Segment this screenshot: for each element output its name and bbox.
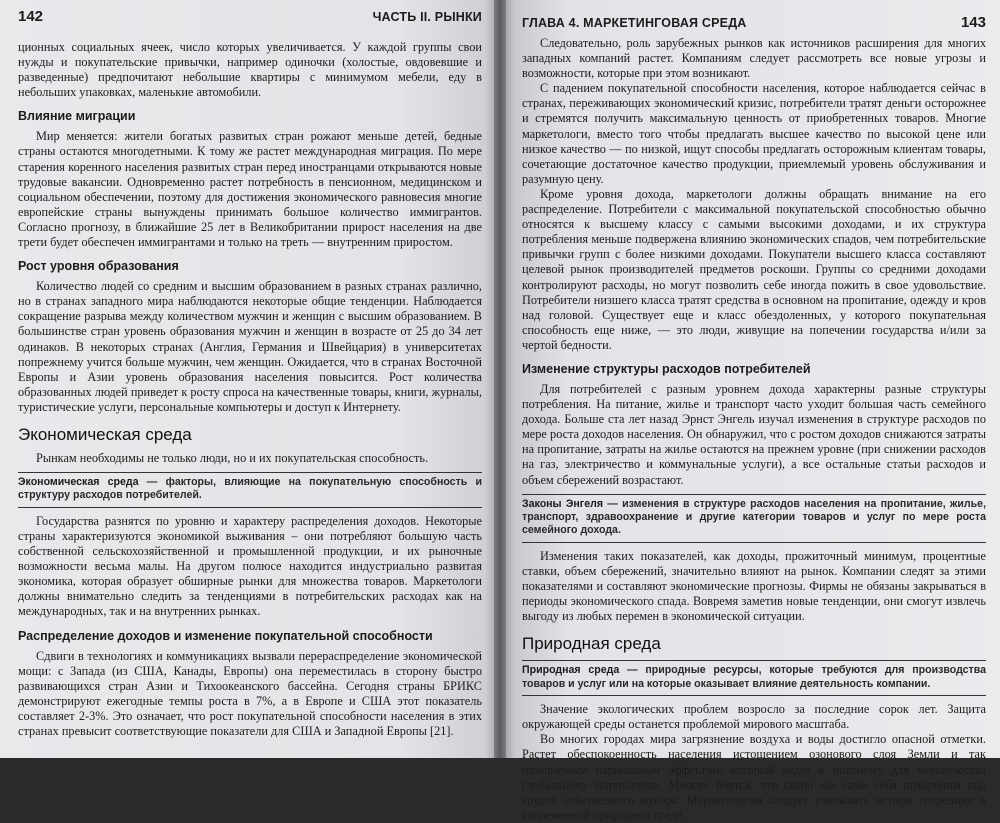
engel-definition-text: — изменения в структуре расходов населения на пропитание, жилье, транспорт, здравоохранение и другие категории товаров и услуг по мере роста семейного дохода.: [522, 497, 987, 537]
spending-paragraph: Для потребителей с разным уровнем дохода характерны разные структуры потребления. На питание, жилье и транспорт часто уходит большая часть семейного дохода. Больше ста лет назад Эрнст Энгель изучал изменения в структуре расходов по мере роста доходов населения. Он обнаружил, что с ростом доходов снижаются затраты на пропитание, затраты на жилье остаются на прежнем уровне (при снижении расходов на газ, электричество и коммунальные услуги), а все остальные статьи расходов и объем сбережений возрастают.: [522, 381, 986, 487]
indicators-paragraph: Изменения таких показателей, как доходы, прожиточный минимум, процентные ставки, объем сбережений, значительно влияют на рынок. Компании следят за этими показателями и составляют экономические прогнозы. Фирмы не обязаны закрываться в периоды экономического спада. Вовремя заметив новые тенденции, они смогут извлечь выгоду из любых перемен в экономической ситуации.: [522, 548, 986, 624]
education-paragraph: Количество людей со средним и высшим образованием в разных странах различно, но в странах западного мира наблюдаются некоторые общие тенденции. Наблюдается сокращение разрыва между количеством мужчин и женщин с высшим образованием. В большинстве стран уровень образования мужчин и женщин в возрасте от 25 до 34 лет одинаков. В некоторых странах (Англия, Германия и Швейцария) в университетах попрежнему учится больше мужчин, чем женщин. Ожидается, что в странах Восточной Европы и Азии уровень образования населения повысится. Рост количества образованных людей приведет к росту спроса на качественные товары, книги, журналы, туристические услуги, персональные компьютеры и доступ к Интернету.: [18, 279, 482, 414]
natural-definition-text: — природные ресурсы, которые требуются для производства товаров и услуг или на которые оказывает влияние деятельность компании.: [522, 664, 986, 690]
natural-definition-term: Природная среда: [522, 664, 620, 677]
natural-definition-box: [522, 660, 986, 696]
left-page: [0, 0, 500, 758]
education-heading: Рост уровня образования: [18, 259, 179, 274]
economic-definition-term: Экономическая среда: [18, 476, 139, 489]
economic-environment-heading: Экономическая среда: [18, 424, 192, 444]
ecology-paragraph: Значение экологических проблем возросло за последние сорок лет. Защита окружающей среды останется проблемой мирового масштаба.: [522, 702, 986, 732]
left-page-number: 142: [18, 8, 44, 25]
engel-definition-box: [522, 494, 986, 543]
intro-paragraph: ционных социальных ячеек, число которых увеличивается. У каждой группы свои нужды и покупательские привычки, например одиночки (холостые, овдовевшие и разведенные) предпочитают небольшие квартиры с минимумом мебели, еду в небольших упаковках, маленькие автомобили.: [18, 40, 482, 100]
pollution-paragraph: Во многих городах мира загрязнение воздуха и воды достигло опасной отметки. Растет обеспокоенность населения истощением озонового слоя Земли и так называемым парниковым эффектом, который ведет к опасному для человечества глобальному потеплению. Многие боятся, что скоро мы сами себя похороним под грудой собственного мусора. Маркетологам следует учитывать четыре тенденции в современной природной среде.: [522, 732, 986, 822]
natural-environment-heading: Природная среда: [522, 634, 661, 654]
migration-heading: Влияние миграции: [18, 109, 136, 124]
economic-definition-text: — факторы, влияющие на покупательную способность и структуру расходов потребителей.: [18, 476, 483, 502]
income-distribution-paragraph: Кроме уровня дохода, маркетологи должны обращать внимание на его распределение. Потребители с максимальной покупательской способностью обычно относятся к высшему классу с самыми высокими доходами, и их структура потребления меньше подвержена влиянию экономических спадов, чем потребительские привычки групп с более низкими доходами. Покупатели высшего класса составляют целевой рынок производителей предметов роскоши. Группы со средними доходами контролируют расходы, но могут позволить себе иногда пожить в свое удовольствие. Потребители низшего класса тратят средства в основном на пропитание, одежду и кров над головой. Существует еще и класс обездоленных, у которого покупательная способность еще ниже, — это люди, живущие на попечении государства и/или за чертой бедности.: [522, 186, 986, 352]
income-heading: Распределение доходов и изменение покупательной способности: [18, 628, 433, 643]
economic-paragraph: Государства разнятся по уровню и характеру распределения доходов. Некоторые страны характеризуются экономикой выживания – они потребляют большую часть собственной сельскохозяйственной и промышленной продукции, и их рыночные возможности весьма малы. На другом полюсе находится индустриально развитая экономика, которая образует обширные рынки для множества товаров. Маркетологи должны внимательно следить за тенденциями в потребительских расходах как на международных, так и на внутренних рынках.: [18, 513, 482, 619]
book-gutter: [494, 0, 506, 758]
foreign-markets-paragraph: Следовательно, роль зарубежных рынков как источников расширения для многих западных компаний растет. Компаниям следует рассмотреть все новые угрозы и возможности, которые при этом возникают.: [522, 36, 986, 81]
migration-paragraph: Мир меняется: жители богатых развитых стран рожают меньше детей, бедные страны остаются многодетными. К тому же растет международная миграция. По мере старения коренного населения развитых стран перед иностранцами открываются новые трудовые вакансии. Одновременно растет потребность в пенсионном, медицинском и социальном обеспечении, поэтому для достижения экономического равновесия многие европейские страны вынуждены принимать большое количество иммигрантов. Согласно прогнозу, в ближайшие 25 лет в Великобритании прирост населения на две трети будет обеспечен иммигрантами и только на треть — внутренним приростом.: [18, 129, 482, 250]
spending-heading: Изменение структуры расходов потребителей: [522, 361, 811, 376]
economic-intro-paragraph: Рынкам необходимы не только люди, но и их покупательская способность.: [36, 450, 429, 465]
right-running-head: ГЛАВА 4. МАРКЕТИНГОВАЯ СРЕДА: [522, 16, 747, 30]
right-page: [500, 0, 1000, 822]
engel-definition-term: Законы Энгеля: [522, 497, 604, 510]
purchasing-power-paragraph: С падением покупательной способности населения, которое наблюдается сейчас в странах, переживающих экономический кризис, потребители тратят деньги осторожнее и стремятся получить максимальную ценность от приобретенных товаров. Многие маркетологи, вместо того чтобы предлагать высшее качество по высокой цене или низкое качество — по низкой, ищут способы предлагать осторожным клиентам товары, сочетающие достаточное качество продукции, приемлемый уровень обслуживания и разумную цену.: [522, 81, 986, 186]
left-running-head: ЧАСТЬ II. РЫНКИ: [372, 10, 482, 24]
economic-definition-box: [18, 472, 482, 508]
left-running-header: [18, 8, 482, 30]
income-paragraph: Сдвиги в технологиях и коммуникациях вызвали перераспределение экономической мощи: с Запада (из США, Канады, Европы) она переместилась в сторону быстро развивающихся стран Азии и Тихоокеанского бассейна. Сегодня страны БРИКС демонстрируют ежегодные темпы роста в 7%, а в Европе и США этот показатель составляет 2-3%. Это означает, что рост покупательной способности населения в этих странах превысит соответствующие показатели для США и Западной Европы [21].: [18, 648, 482, 738]
right-running-header: [522, 8, 986, 30]
right-page-number: 143: [960, 14, 986, 31]
